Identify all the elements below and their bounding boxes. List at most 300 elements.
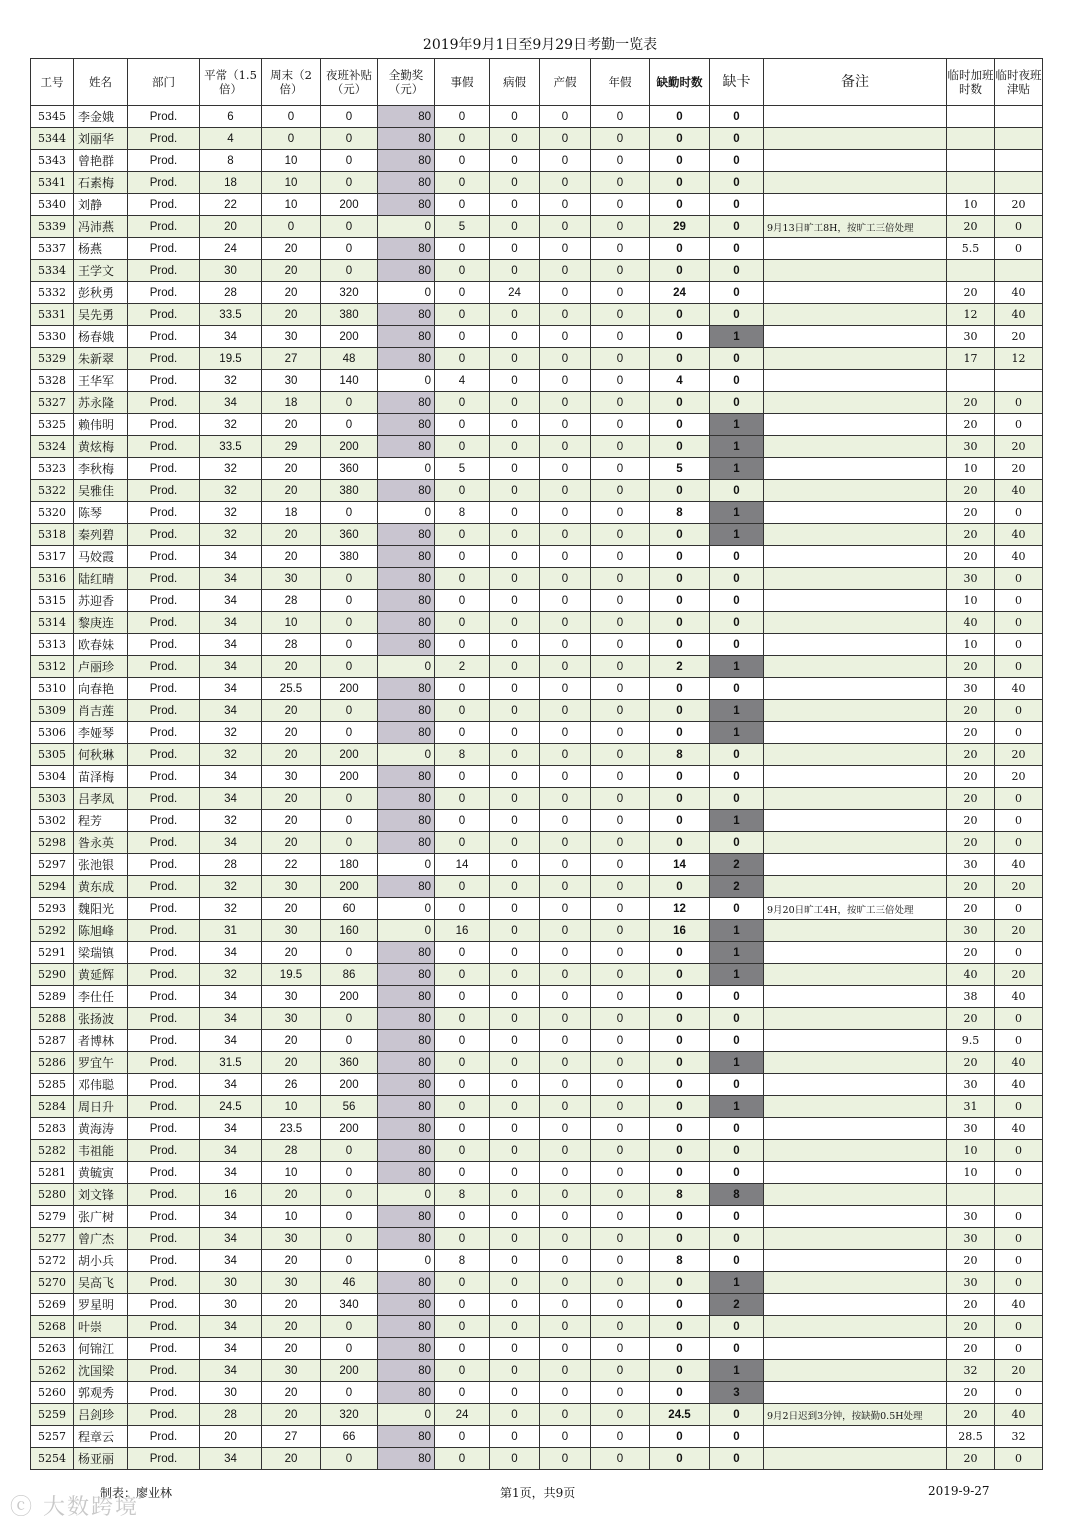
table-cell: 5293	[31, 898, 74, 920]
table-cell: 1	[710, 1052, 764, 1074]
table-cell: 200	[321, 678, 378, 700]
table-cell: 0	[710, 1448, 764, 1470]
column-header: 备注	[764, 59, 947, 106]
table-cell: 0	[650, 260, 710, 282]
table-cell: 0	[490, 392, 540, 414]
table-cell: 苏迎香	[74, 590, 128, 612]
table-cell: 5344	[31, 128, 74, 150]
table-cell: 10	[262, 194, 321, 216]
table-cell: 5322	[31, 480, 74, 502]
table-cell: 2	[710, 876, 764, 898]
table-cell: 1	[710, 700, 764, 722]
table-cell: 0	[591, 678, 650, 700]
table-cell: 5292	[31, 920, 74, 942]
table-cell: 0	[591, 656, 650, 678]
table-cell: 200	[321, 876, 378, 898]
table-cell: 0	[591, 876, 650, 898]
table-cell: 40	[995, 986, 1043, 1008]
table-cell: 0	[591, 1008, 650, 1030]
table-row	[31, 1228, 1043, 1250]
table-cell: 0	[490, 1426, 540, 1448]
table-cell: 5337	[31, 238, 74, 260]
table-cell	[764, 678, 947, 700]
table-cell: 80	[378, 832, 435, 854]
table-cell: 0	[650, 700, 710, 722]
table-cell: 20	[947, 216, 995, 238]
table-cell: 30	[947, 1118, 995, 1140]
table-cell: 200	[321, 744, 378, 766]
table-cell: 1	[710, 722, 764, 744]
table-cell: 0	[490, 1338, 540, 1360]
table-cell: 0	[540, 304, 591, 326]
table-cell: 0	[591, 150, 650, 172]
table-cell: 冯沛燕	[74, 216, 128, 238]
table-cell: 0	[540, 788, 591, 810]
table-cell: 0	[490, 1382, 540, 1404]
table-cell: 0	[490, 612, 540, 634]
table-cell: Prod.	[128, 964, 200, 986]
table-cell: 0	[591, 744, 650, 766]
table-cell: 8	[650, 1250, 710, 1272]
table-cell	[764, 238, 947, 260]
footer-maker: 制表：廖业林	[100, 1486, 173, 1500]
table-cell: 20	[947, 876, 995, 898]
table-cell: 30	[947, 1074, 995, 1096]
table-cell: 80	[378, 568, 435, 590]
table-cell: 0	[540, 854, 591, 876]
table-cell: 0	[435, 1140, 490, 1162]
table-cell: 20	[947, 392, 995, 414]
table-row	[31, 1052, 1043, 1074]
table-cell: 40	[995, 854, 1043, 876]
table-row	[31, 1404, 1043, 1426]
table-cell: 张扬波	[74, 1008, 128, 1030]
table-cell: Prod.	[128, 1074, 200, 1096]
table-cell: 0	[490, 260, 540, 282]
table-cell: 80	[378, 1228, 435, 1250]
table-cell: 0	[591, 722, 650, 744]
table-cell: 0	[710, 568, 764, 590]
table-cell: 5289	[31, 986, 74, 1008]
table-cell: 1	[710, 458, 764, 480]
table-cell: 0	[591, 1338, 650, 1360]
table-cell: 0	[321, 1448, 378, 1470]
table-cell	[764, 722, 947, 744]
table-cell: 20	[947, 502, 995, 524]
table-cell: 5341	[31, 172, 74, 194]
table-cell: 28	[200, 1404, 262, 1426]
table-cell: 陈旭峰	[74, 920, 128, 942]
table-cell: 30	[262, 568, 321, 590]
table-cell: 5317	[31, 546, 74, 568]
table-cell	[947, 260, 995, 282]
table-cell: 5314	[31, 612, 74, 634]
table-cell	[764, 1118, 947, 1140]
table-cell: 80	[378, 876, 435, 898]
table-cell: Prod.	[128, 1272, 200, 1294]
table-cell: 0	[591, 502, 650, 524]
table-cell: 0	[378, 1250, 435, 1272]
table-cell: 李娅琴	[74, 722, 128, 744]
table-cell: 40	[947, 612, 995, 634]
table-cell	[764, 1096, 947, 1118]
table-cell: 0	[710, 304, 764, 326]
table-cell: 14	[650, 854, 710, 876]
table-cell: 0	[650, 1118, 710, 1140]
table-cell: 0	[650, 1448, 710, 1470]
table-cell: 80	[378, 1206, 435, 1228]
table-cell: 16	[200, 1184, 262, 1206]
table-cell: 22	[200, 194, 262, 216]
table-cell: 0	[591, 1360, 650, 1382]
table-cell: Prod.	[128, 766, 200, 788]
table-cell: 0	[540, 216, 591, 238]
table-cell: 0	[540, 150, 591, 172]
table-cell: Prod.	[128, 414, 200, 436]
table-cell: 0	[995, 656, 1043, 678]
table-cell: 80	[378, 194, 435, 216]
table-cell: 1	[710, 1272, 764, 1294]
table-cell: 5331	[31, 304, 74, 326]
table-cell: 9月2日迟到3分钟，按缺勤0.5H处理	[764, 1404, 947, 1426]
table-row	[31, 612, 1043, 634]
table-cell: 10	[262, 612, 321, 634]
table-cell: 0	[591, 1162, 650, 1184]
table-cell: 180	[321, 854, 378, 876]
table-cell: 0	[650, 1206, 710, 1228]
watermark-icon: ⓒ	[10, 1495, 35, 1520]
table-cell: 0	[435, 942, 490, 964]
table-cell: 80	[378, 1426, 435, 1448]
table-cell: 0	[321, 612, 378, 634]
table-cell: 0	[490, 172, 540, 194]
document-title: 2019年9月1日至9月29日考勤一览表	[422, 37, 658, 53]
table-row	[31, 788, 1043, 810]
table-cell: 0	[435, 700, 490, 722]
table-cell: 刘静	[74, 194, 128, 216]
table-cell: 0	[490, 854, 540, 876]
table-cell: 5309	[31, 700, 74, 722]
table-cell: 0	[591, 920, 650, 942]
table-cell: Prod.	[128, 370, 200, 392]
table-cell: Prod.	[128, 1448, 200, 1470]
table-cell: 5284	[31, 1096, 74, 1118]
table-cell: 0	[540, 1030, 591, 1052]
table-cell: 韦祖能	[74, 1140, 128, 1162]
table-cell: 10	[262, 1096, 321, 1118]
table-cell: 200	[321, 436, 378, 458]
table-cell: 20	[262, 414, 321, 436]
table-cell: 5298	[31, 832, 74, 854]
table-cell: 28	[200, 282, 262, 304]
table-cell: 40	[995, 1294, 1043, 1316]
table-cell: 0	[710, 1140, 764, 1162]
table-cell: 27	[262, 348, 321, 370]
table-row	[31, 282, 1043, 304]
table-cell: 0	[995, 502, 1043, 524]
table-row	[31, 1162, 1043, 1184]
table-cell: 0	[710, 348, 764, 370]
table-cell: 20	[262, 458, 321, 480]
table-cell: 0	[490, 458, 540, 480]
table-cell: 32	[200, 458, 262, 480]
table-cell: 80	[378, 260, 435, 282]
table-row	[31, 524, 1043, 546]
table-cell: 0	[995, 1096, 1043, 1118]
table-cell: 0	[710, 1228, 764, 1250]
table-cell: 黄海涛	[74, 1118, 128, 1140]
table-cell: 0	[490, 1206, 540, 1228]
table-cell: Prod.	[128, 678, 200, 700]
table-cell: 2	[650, 656, 710, 678]
table-cell: 0	[650, 722, 710, 744]
table-cell: 王学文	[74, 260, 128, 282]
table-cell: 360	[321, 524, 378, 546]
table-cell: 苏永隆	[74, 392, 128, 414]
table-cell: 5320	[31, 502, 74, 524]
table-cell: 56	[321, 1096, 378, 1118]
table-cell: 0	[540, 832, 591, 854]
table-cell: 0	[490, 348, 540, 370]
table-cell: 0	[591, 964, 650, 986]
table-cell: 20	[947, 700, 995, 722]
table-cell: 0	[378, 1404, 435, 1426]
table-cell: 1	[710, 1096, 764, 1118]
table-cell: 30	[262, 1272, 321, 1294]
table-cell: 王华军	[74, 370, 128, 392]
table-cell: 5302	[31, 810, 74, 832]
column-header: 年假	[591, 59, 650, 106]
table-cell: 1	[710, 326, 764, 348]
table-cell: 0	[591, 348, 650, 370]
table-cell: 0	[435, 1206, 490, 1228]
table-cell: 20	[200, 216, 262, 238]
table-cell: Prod.	[128, 502, 200, 524]
table-cell: 20	[947, 656, 995, 678]
table-cell: 34	[200, 1118, 262, 1140]
table-cell: 0	[490, 524, 540, 546]
table-cell: 罗星明	[74, 1294, 128, 1316]
table-cell: 0	[435, 128, 490, 150]
table-cell: 0	[591, 546, 650, 568]
table-cell: 5297	[31, 854, 74, 876]
table-cell: 0	[540, 1008, 591, 1030]
table-cell: 80	[378, 1360, 435, 1382]
table-cell: 20	[947, 1316, 995, 1338]
table-cell: 0	[995, 1030, 1043, 1052]
table-cell: Prod.	[128, 810, 200, 832]
table-row	[31, 238, 1043, 260]
table-cell: 340	[321, 1294, 378, 1316]
table-cell: 80	[378, 766, 435, 788]
table-cell: 0	[435, 172, 490, 194]
table-cell: 20	[262, 1250, 321, 1272]
table-cell: 28.5	[947, 1426, 995, 1448]
footer-date: 2019-9-27	[928, 1484, 990, 1498]
table-cell: 石素梅	[74, 172, 128, 194]
table-cell: 0	[540, 106, 591, 128]
table-cell: 0	[490, 678, 540, 700]
table-cell: 0	[490, 216, 540, 238]
table-cell: 卢丽珍	[74, 656, 128, 678]
table-cell: 0	[540, 568, 591, 590]
table-cell: 380	[321, 546, 378, 568]
table-cell: 0	[540, 920, 591, 942]
table-cell: 380	[321, 304, 378, 326]
table-cell: 0	[435, 436, 490, 458]
table-cell	[947, 106, 995, 128]
table-cell: 0	[540, 348, 591, 370]
footer-page: 第1页，共9页	[500, 1486, 576, 1500]
table-cell: 0	[650, 568, 710, 590]
table-cell: Prod.	[128, 1096, 200, 1118]
table-cell: Prod.	[128, 1162, 200, 1184]
table-row	[31, 436, 1043, 458]
table-cell: 0	[650, 1382, 710, 1404]
table-cell: 32	[200, 414, 262, 436]
table-cell	[764, 1316, 947, 1338]
table-cell: Prod.	[128, 832, 200, 854]
table-cell: 30	[200, 260, 262, 282]
table-cell: 0	[710, 106, 764, 128]
table-row	[31, 546, 1043, 568]
table-cell: 0	[650, 436, 710, 458]
table-cell: 0	[262, 106, 321, 128]
table-cell: 30	[947, 436, 995, 458]
table-cell	[764, 1228, 947, 1250]
table-cell: 20	[262, 282, 321, 304]
table-cell	[764, 1206, 947, 1228]
table-row	[31, 392, 1043, 414]
table-cell: 8	[650, 502, 710, 524]
table-cell: 0	[435, 524, 490, 546]
table-cell: Prod.	[128, 238, 200, 260]
table-cell: 0	[490, 1074, 540, 1096]
table-cell: 5294	[31, 876, 74, 898]
table-cell: 3	[710, 1382, 764, 1404]
table-cell: 0	[591, 1184, 650, 1206]
table-cell	[764, 1382, 947, 1404]
table-cell: 20	[262, 260, 321, 282]
table-cell: 34	[200, 546, 262, 568]
table-cell: Prod.	[128, 876, 200, 898]
table-cell: 20	[947, 766, 995, 788]
table-cell: 彭秋勇	[74, 282, 128, 304]
table-cell: 40	[995, 1404, 1043, 1426]
table-cell: 0	[710, 1338, 764, 1360]
table-cell: 0	[591, 1118, 650, 1140]
table-cell: 0	[591, 568, 650, 590]
table-cell: 200	[321, 986, 378, 1008]
table-cell: 34	[200, 1360, 262, 1382]
table-cell: 24.5	[650, 1404, 710, 1426]
table-cell: 0	[650, 1008, 710, 1030]
table-cell: 0	[490, 106, 540, 128]
table-cell: Prod.	[128, 1052, 200, 1074]
table-cell	[764, 1030, 947, 1052]
table-cell: 0	[540, 1140, 591, 1162]
table-cell: 0	[591, 106, 650, 128]
table-cell: Prod.	[128, 898, 200, 920]
table-cell: 0	[321, 1030, 378, 1052]
table-cell	[995, 260, 1043, 282]
table-cell: 20	[947, 282, 995, 304]
table-cell: 8	[200, 150, 262, 172]
table-cell: 0	[710, 1074, 764, 1096]
table-cell: 34	[200, 1228, 262, 1250]
table-cell: 0	[540, 1074, 591, 1096]
table-cell: 0	[540, 1360, 591, 1382]
table-cell: 0	[378, 282, 435, 304]
table-cell: 28	[262, 590, 321, 612]
table-cell: 18	[262, 392, 321, 414]
table-cell: 0	[435, 1382, 490, 1404]
table-cell: 0	[591, 1074, 650, 1096]
table-cell	[764, 1184, 947, 1206]
table-cell: 1	[710, 920, 764, 942]
table-cell: 0	[540, 590, 591, 612]
table-cell: 0	[321, 216, 378, 238]
table-cell: Prod.	[128, 1250, 200, 1272]
table-cell: 0	[710, 1250, 764, 1272]
table-cell: 0	[490, 1030, 540, 1052]
table-cell: 30	[262, 920, 321, 942]
table-cell: 32	[200, 722, 262, 744]
table-cell: 0	[591, 700, 650, 722]
table-cell: 4	[650, 370, 710, 392]
column-header: 部门	[128, 59, 200, 106]
table-cell: 0	[995, 1448, 1043, 1470]
table-cell	[764, 194, 947, 216]
table-cell: 0	[650, 766, 710, 788]
table-cell: 12	[650, 898, 710, 920]
table-cell: 34	[200, 1074, 262, 1096]
table-cell	[764, 436, 947, 458]
table-cell: 者博林	[74, 1030, 128, 1052]
table-cell: 0	[710, 986, 764, 1008]
table-cell: 李秋梅	[74, 458, 128, 480]
table-cell: 0	[650, 1074, 710, 1096]
table-cell: 0	[650, 106, 710, 128]
table-cell: 0	[321, 1184, 378, 1206]
table-cell: 24.5	[200, 1096, 262, 1118]
table-cell: 0	[435, 678, 490, 700]
table-cell: 20	[947, 810, 995, 832]
table-cell: Prod.	[128, 458, 200, 480]
table-cell: Prod.	[128, 1338, 200, 1360]
table-cell: 30	[947, 1228, 995, 1250]
table-cell: 80	[378, 810, 435, 832]
table-cell: 0	[540, 260, 591, 282]
table-cell: 0	[490, 590, 540, 612]
table-cell: 0	[710, 612, 764, 634]
table-cell: 0	[490, 436, 540, 458]
table-cell: 0	[490, 1228, 540, 1250]
table-cell: 李仕任	[74, 986, 128, 1008]
table-cell	[764, 744, 947, 766]
table-cell: 0	[321, 172, 378, 194]
table-cell: 0	[321, 150, 378, 172]
table-cell: 5268	[31, 1316, 74, 1338]
table-cell: Prod.	[128, 172, 200, 194]
table-cell: 0	[540, 1426, 591, 1448]
table-cell: 0	[710, 370, 764, 392]
table-cell: 20	[947, 1448, 995, 1470]
table-cell: 0	[650, 942, 710, 964]
table-cell: 0	[490, 832, 540, 854]
table-row	[31, 1008, 1043, 1030]
table-cell: 0	[321, 1008, 378, 1030]
